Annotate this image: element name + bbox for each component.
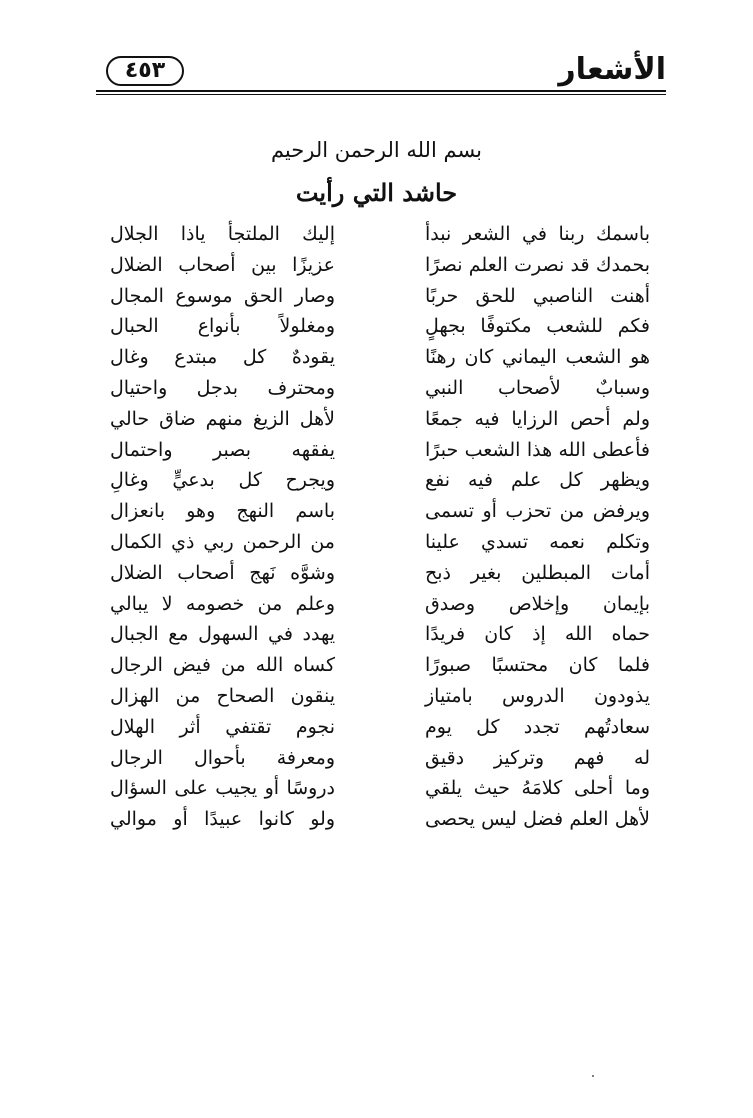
verse-first-hemistich: فأعطى الله هذا الشعب حبرًا <box>425 438 650 461</box>
verse-second-hemistich: لأهل الزيغ منهم ضاق حالي <box>110 407 335 430</box>
verse-first-hemistich: سعادتُهم تجدد كل يوم <box>425 715 650 738</box>
running-title: الأشعار <box>558 52 666 87</box>
verse <box>110 220 650 251</box>
verse-second-hemistich: ومعرفة بأحوال الرجال <box>110 746 335 769</box>
verse <box>110 590 650 621</box>
verse-first-hemistich: أهنت الناصبي للحق حربًا <box>425 284 650 307</box>
verse-first-hemistich: فكم للشعب مكتوفًا بجهلٍ <box>425 315 650 338</box>
verse-second-hemistich: وعلم من خصومه لا يبالي <box>110 592 335 615</box>
header-rule <box>96 90 666 95</box>
verse <box>110 713 650 744</box>
verse-second-hemistich: وصار الحق موسوع المجال <box>110 284 335 307</box>
verse-second-hemistich: ويجرح كل بدعيٍّ وغالِ <box>110 469 335 492</box>
verse <box>110 436 650 467</box>
verse-second-hemistich: كساه الله من فيض الرجال <box>110 654 335 677</box>
verse-second-hemistich: يقودهٌ كل مبتدع وغال <box>110 346 335 369</box>
verse-first-hemistich: ولم أحص الرزايا فيه جمعًا <box>425 407 650 430</box>
verse-first-hemistich: وتكلم نعمه تسدي علينا <box>425 530 650 553</box>
verse-second-hemistich: ينقون الصحاح من الهزال <box>110 684 335 707</box>
verse <box>110 374 650 405</box>
verse-first-hemistich: يذودون الدروس بامتياز <box>425 684 650 707</box>
verse-second-hemistich: ومحترف بدجل واحتيال <box>110 376 335 399</box>
verse-first-hemistich: هو الشعب اليماني كان رهنًا <box>425 346 650 369</box>
verse-first-hemistich: ويرفض من تحزب أو تسمى <box>425 500 650 523</box>
verse <box>110 805 650 836</box>
page-number-badge: ٤٥٣ <box>106 56 184 86</box>
verse-second-hemistich: إليك الملتجأ ياذا الجلال <box>110 223 335 245</box>
verse-second-hemistich: يفقهه بصبر واحتمال <box>110 438 335 461</box>
verse-second-hemistich: وشوَّه نَهج أصحاب الضلال <box>110 561 335 584</box>
verse-first-hemistich: باسمك ربنا في الشعر نبدأ <box>425 223 650 245</box>
verse <box>110 251 650 282</box>
verse-second-hemistich: ولو كانوا عبيدًا أو موالي <box>110 808 335 831</box>
verse <box>110 744 650 775</box>
footer-dot <box>592 1075 594 1077</box>
verse-first-hemistich: ويظهر كل علم فيه نفع <box>425 469 650 492</box>
verse-first-hemistich: وسبابٌ لأصحاب النبي <box>425 376 650 399</box>
verse <box>110 651 650 682</box>
verse-second-hemistich: يهدد في السهول مع الجبال <box>110 623 335 646</box>
poem-title: حاشد التي رأيت <box>295 178 458 207</box>
verse-first-hemistich: بحمدك قد نصرت العلم نصرًا <box>425 253 650 276</box>
verse-first-hemistich: له فهم وتركيز دقيق <box>425 746 650 769</box>
verse-second-hemistich: نجوم تقتفي أثر الهلال <box>110 715 335 738</box>
verse <box>110 282 650 313</box>
verse <box>110 312 650 343</box>
verse <box>110 682 650 713</box>
verse-first-hemistich: أمات المبطلين بغير ذبح <box>425 561 650 584</box>
verse-first-hemistich: لأهل العلم فضل ليس يحصى <box>425 808 650 831</box>
poem <box>110 220 650 836</box>
verse <box>110 620 650 651</box>
verse-second-hemistich: ومغلولاً بأنواع الحبال <box>110 315 335 338</box>
verse-second-hemistich: باسم النهج وهو بانعزال <box>110 500 335 523</box>
verse-first-hemistich: حماه الله إذ كان فريدًا <box>425 623 650 646</box>
verse-second-hemistich: عزيزًا بين أصحاب الضلال <box>110 253 335 276</box>
verse-first-hemistich: وما أحلى كلامَهُ حيث يلقي <box>425 777 650 800</box>
verse <box>110 405 650 436</box>
basmala: بسم الله الرحمن الرحيم <box>270 138 483 162</box>
verse <box>110 528 650 559</box>
verse-second-hemistich: من الرحمن ربي ذي الكمال <box>110 530 335 553</box>
verse-first-hemistich: فلما كان محتسبًا صبورًا <box>425 654 650 677</box>
verse-second-hemistich: دروسًا أو يجيب على السؤال <box>110 777 335 800</box>
verse-first-hemistich: بإيمان وإخلاص وصدق <box>425 592 650 615</box>
page-header <box>96 46 666 100</box>
verse <box>110 466 650 497</box>
verse <box>110 343 650 374</box>
verse <box>110 774 650 805</box>
verse <box>110 559 650 590</box>
verse <box>110 497 650 528</box>
